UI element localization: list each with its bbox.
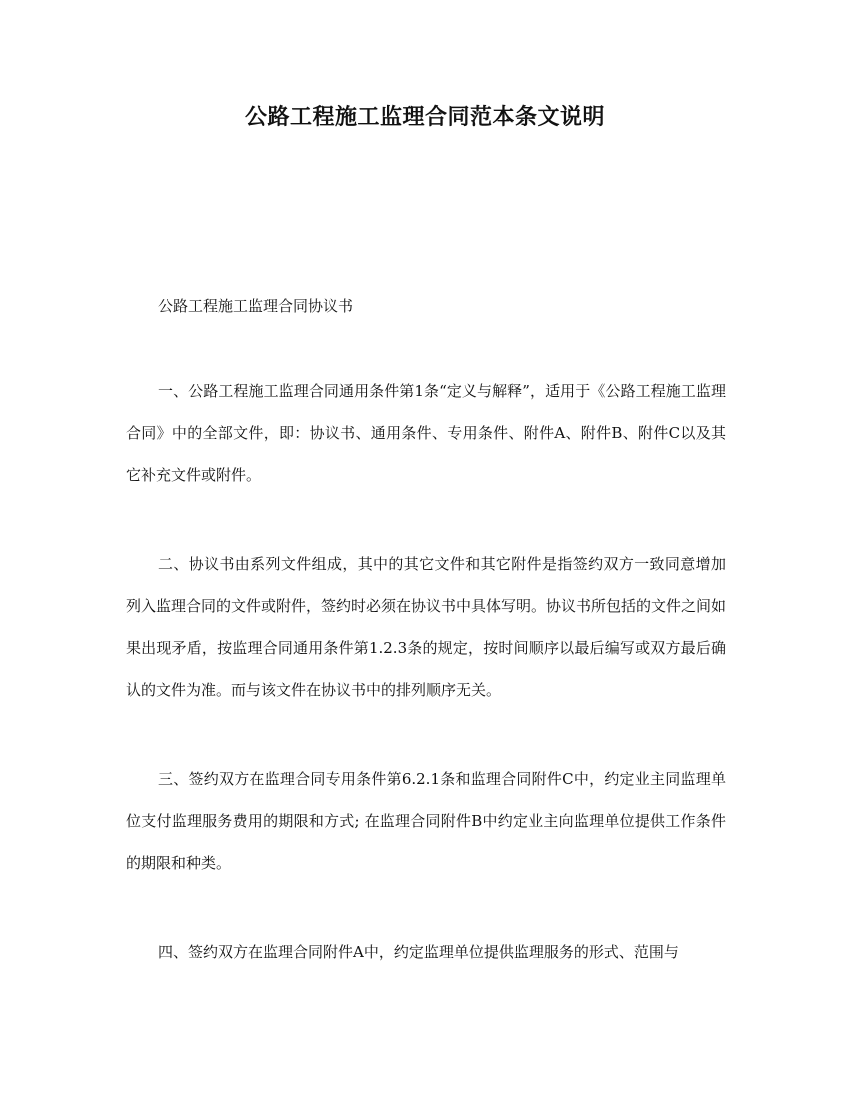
paragraph-4: 四、签约双方在监理合同附件A中，约定监理单位提供监理服务的形式、范围与 [158,943,679,961]
paragraph-2: 二、协议书由系列文件组成，其中的其它文件和其它附件是指签约双方一致同意增加列入监理合同的文件或附件，签约时必须在协议书中具体写明。协议书所包括的文件之间如果出现矛盾，按监理合同通用条件第1.2.3条的规定，按时间顺序以最后编写或双方最后确认的文件为准。而与该文件在协议书中的排列顺序无关。 [126,555,727,699]
paragraph-3: 三、签约双方在监理合同专用条件第6.2.1条和监理合同附件C中，约定业主同监理单位支付监理服务费用的期限和方式; 在监理合同附件B中约定业主向监理单位提供工作条件的期限和种类。 [126,770,726,872]
document-title: 公路工程施工监理合同范本条文说明 [244,105,605,130]
section-heading: 公路工程施工监理合同协议书 [158,297,354,315]
paragraph-1: 一、公路工程施工监理合同通用条件第1条“定义与解释”，适用于《公路工程施工监理合同》中的全部文件，即：协议书、通用条件、专用条件、附件A、附件B、附件C以及其它补充文件或附件。 [126,382,726,484]
